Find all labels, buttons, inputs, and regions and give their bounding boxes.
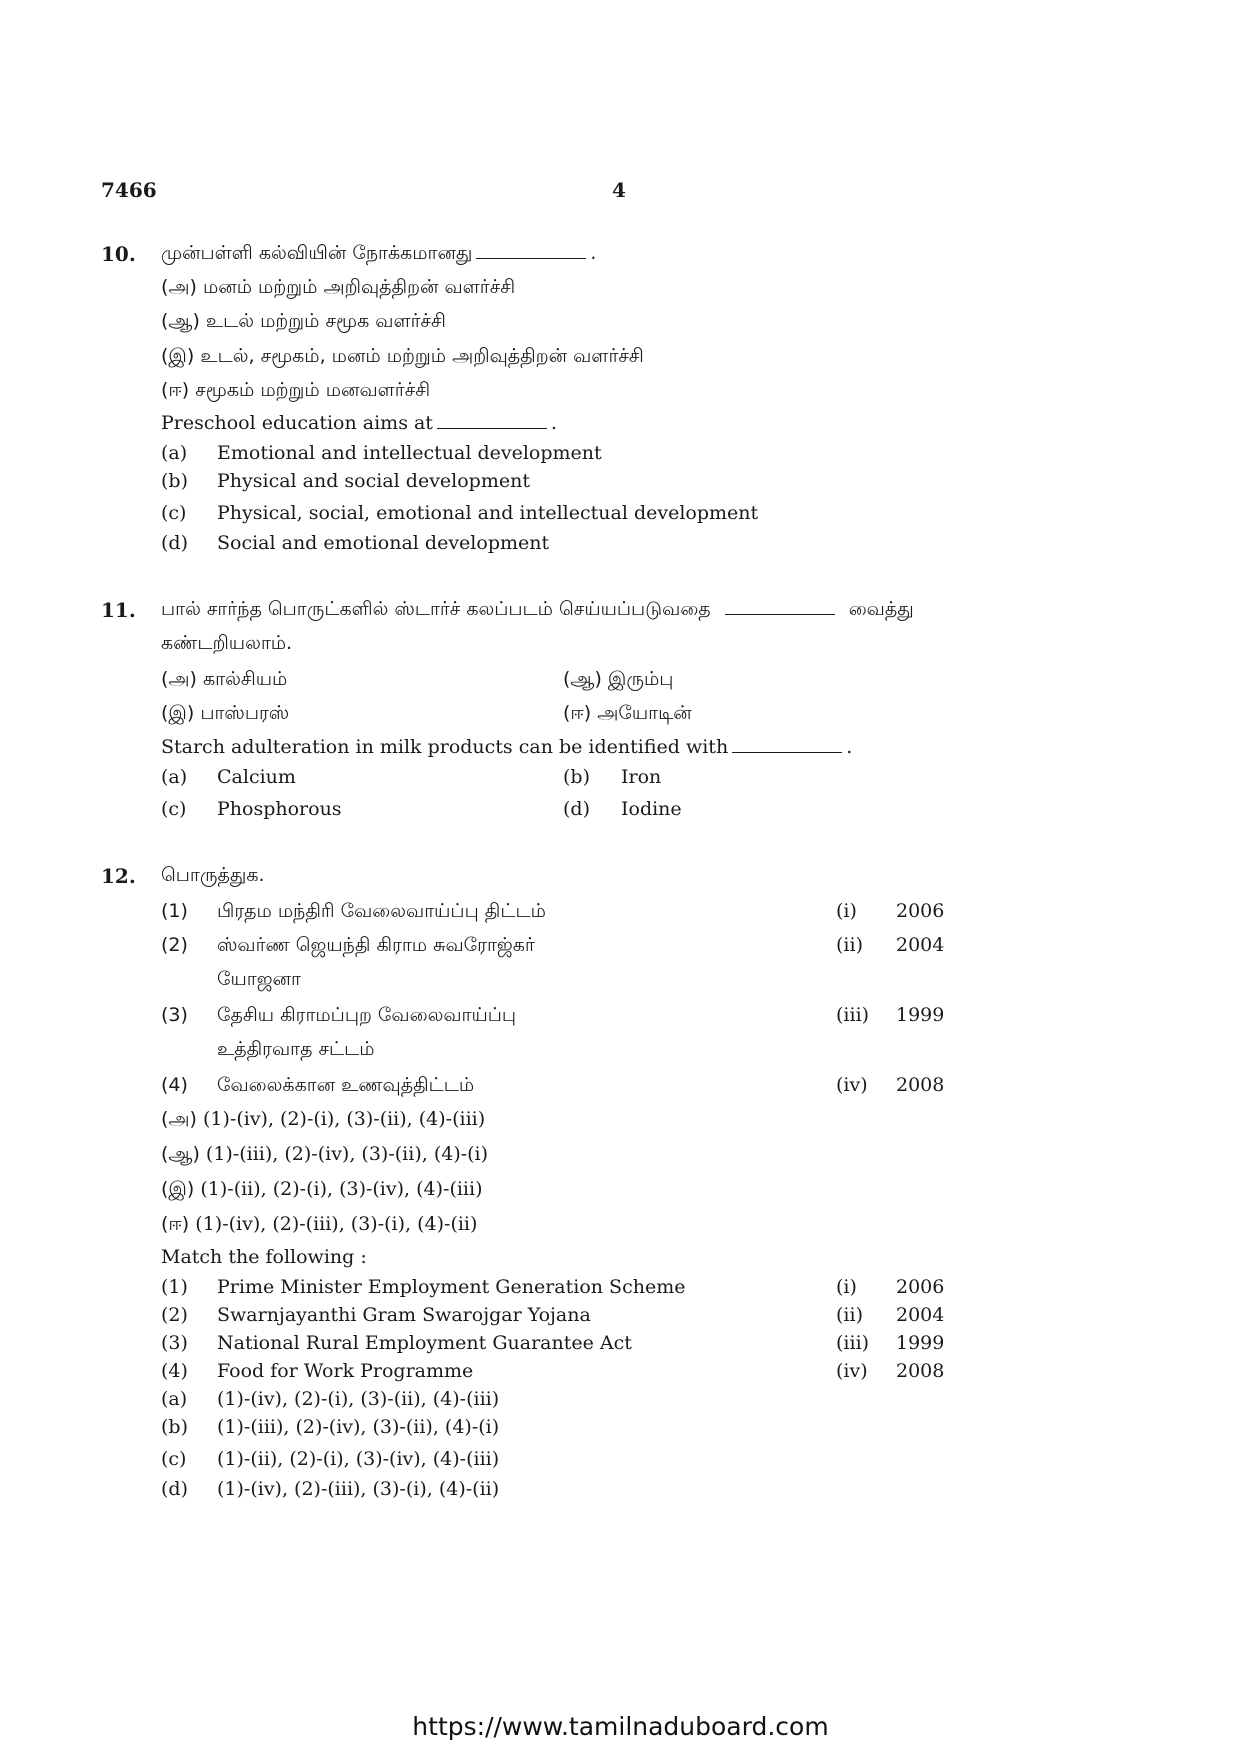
match-roman: (iv) (836, 1360, 868, 1382)
match-year: 1999 (896, 1332, 945, 1354)
option-label: (இ) (161, 702, 195, 724)
option-label: (ஈ) (563, 702, 592, 724)
option-tamil-4 (563, 702, 692, 725)
option-english-d (563, 798, 682, 821)
option-text: Physical, social, emotional and intellectual development (217, 502, 759, 524)
item-number: (2) (161, 1304, 188, 1326)
item-text: Swarnjayanthi Gram Swarojgar Yojana (217, 1304, 591, 1326)
option-tamil-2 (161, 1143, 488, 1166)
option-english-c (161, 1448, 499, 1471)
stem-text: Preschool education aims at (161, 412, 433, 434)
page-number: 4 (612, 178, 626, 202)
option-text: மனம் மற்றும் அறிவுத்திறன் வளர்ச்சி (203, 276, 516, 298)
match-roman: (iii) (836, 1332, 870, 1354)
stem-text: Starch adulteration in milk products can be identified with (161, 736, 729, 758)
stem-text: முன்பள்ளி கல்வியின் நோக்கமானது (161, 242, 473, 264)
option-text: (1)-(iv), (2)-(i), (3)-(ii), (4)-(iii) (217, 1388, 500, 1410)
footer-url[interactable]: https://www.tamilnaduboard.com (412, 1712, 829, 1741)
item-text: வேலைக்கான உணவுத்திட்டம் (217, 1074, 475, 1096)
option-text: உடல், சமூகம், மனம் மற்றும் அறிவுத்திறன் வளர்ச்சி (200, 345, 644, 367)
option-label: (ஆ) (563, 668, 602, 690)
item-text: Prime Minister Employment Generation Scheme (217, 1276, 686, 1298)
option-english-d (161, 1478, 499, 1501)
option-text: (1)-(iv), (2)-(iii), (3)-(i), (4)-(ii) (217, 1478, 500, 1500)
option-english-b (563, 766, 661, 789)
question-stem-english: Match the following : (161, 1246, 367, 1268)
option-tamil-4 (161, 379, 430, 402)
match-roman: (i) (836, 1276, 857, 1298)
option-label: (அ) (161, 1108, 197, 1130)
option-text: (1)-(ii), (2)-(i), (3)-(iv), (4)-(iii) (200, 1178, 483, 1200)
answer-blank (437, 427, 547, 429)
option-label: (d) (563, 798, 590, 820)
item-number: (3) (161, 1004, 188, 1026)
match-item-tamil-4 (161, 1074, 474, 1097)
option-tamil-1 (161, 1108, 485, 1131)
option-tamil-3 (161, 1178, 483, 1201)
option-text: Physical and social development (217, 470, 530, 492)
option-label: (a) (161, 442, 188, 464)
option-label: (ஈ) (161, 1213, 190, 1235)
option-english-b (161, 1416, 499, 1439)
match-year: 2008 (896, 1074, 945, 1096)
option-text: Emotional and intellectual development (217, 442, 602, 464)
match-year: 2004 (896, 1304, 945, 1326)
option-text: (1)-(ii), (2)-(i), (3)-(iv), (4)-(iii) (217, 1448, 500, 1470)
match-year: 1999 (896, 1004, 945, 1026)
match-year: 2008 (896, 1360, 945, 1382)
item-text: Food for Work Programme (217, 1360, 474, 1382)
option-label: (அ) (161, 276, 197, 298)
option-text: (1)-(iv), (2)-(iii), (3)-(i), (4)-(ii) (195, 1213, 478, 1235)
question-number: 12. (101, 864, 136, 888)
match-roman: (iv) (836, 1074, 868, 1096)
item-number: (1) (161, 1276, 188, 1298)
option-label: (ஆ) (161, 310, 200, 332)
item-text: ஸ்வர்ண ஜெயந்தி கிராம சுவரோஜ்கர் (217, 934, 535, 956)
match-item-tamil-2 (161, 934, 535, 957)
option-text: உடல் மற்றும் சமூக வளர்ச்சி (205, 310, 446, 332)
match-item-tamil-3 (161, 1004, 516, 1027)
option-english-c (161, 502, 758, 525)
option-label: (ஆ) (161, 1143, 200, 1165)
option-english-a (161, 442, 602, 465)
match-item-english-1 (161, 1276, 685, 1299)
match-year: 2006 (896, 900, 945, 922)
match-item-english-2 (161, 1304, 591, 1327)
option-label: (இ) (161, 345, 195, 367)
option-label: (c) (161, 798, 187, 820)
option-english-a (161, 1388, 499, 1411)
option-label: (அ) (161, 668, 197, 690)
item-text: தேசிய கிராமப்புற வேலைவாய்ப்பு (217, 1004, 517, 1026)
match-roman: (i) (836, 900, 857, 922)
option-text: பாஸ்பரஸ் (200, 702, 290, 724)
option-tamil-1 (161, 668, 287, 691)
match-item-tamil-1 (161, 900, 546, 923)
option-label: (b) (161, 1416, 188, 1438)
option-tamil-3 (161, 345, 644, 368)
stem-text: வைத்து (848, 598, 914, 620)
option-text: அயோடின் (597, 702, 692, 724)
item-number: (2) (161, 934, 188, 956)
option-text: Social and emotional development (217, 532, 550, 554)
option-label: (ஈ) (161, 379, 190, 401)
question-stem-tamil: முன்பள்ளி கல்வியின் நோக்கமானது . (161, 242, 597, 264)
match-year: 2006 (896, 1276, 945, 1298)
option-tamil-4 (161, 1213, 477, 1236)
option-text: Calcium (217, 766, 296, 788)
question-number: 11. (101, 598, 136, 622)
option-tamil-2 (161, 310, 446, 333)
option-label: (a) (161, 766, 188, 788)
answer-blank (476, 257, 586, 259)
option-label: (d) (161, 1478, 188, 1500)
question-stem-english: Starch adulteration in milk products can be identified with . (161, 736, 853, 758)
match-roman: (ii) (836, 1304, 863, 1326)
item-text: National Rural Employment Guarantee Act (217, 1332, 632, 1354)
item-number: (3) (161, 1332, 188, 1354)
item-number: (4) (161, 1074, 188, 1096)
option-english-c (161, 798, 342, 821)
option-label: (c) (161, 502, 187, 524)
match-item-english-3 (161, 1332, 632, 1355)
option-tamil-3 (161, 702, 289, 725)
answer-blank (725, 613, 835, 615)
question-stem-tamil-cont: கண்டறியலாம். (161, 632, 293, 654)
match-item-tamil-3-cont: உத்திரவாத சட்டம் (217, 1038, 375, 1060)
item-number: (4) (161, 1360, 188, 1382)
option-text: சமூகம் மற்றும் மனவளர்ச்சி (195, 379, 431, 401)
option-label: (இ) (161, 1178, 195, 1200)
option-english-d (161, 532, 549, 555)
option-label: (c) (161, 1448, 187, 1470)
match-roman: (ii) (836, 934, 863, 956)
option-text: (1)-(iii), (2)-(iv), (3)-(ii), (4)-(i) (217, 1416, 500, 1438)
option-text: Iron (621, 766, 662, 788)
match-item-english-4 (161, 1360, 473, 1383)
option-label: (d) (161, 532, 188, 554)
match-item-tamil-2-cont: யோஜனா (217, 968, 301, 990)
option-tamil-1 (161, 276, 515, 299)
match-year: 2004 (896, 934, 945, 956)
option-text: இரும்பு (607, 668, 674, 690)
question-stem-tamil (161, 598, 914, 621)
option-text: (1)-(iii), (2)-(iv), (3)-(ii), (4)-(i) (205, 1143, 489, 1165)
item-number: (1) (161, 900, 188, 922)
option-text: (1)-(iv), (2)-(i), (3)-(ii), (4)-(iii) (203, 1108, 486, 1130)
question-stem-tamil: பொருத்துக. (161, 864, 265, 886)
option-label: (b) (161, 470, 188, 492)
option-label: (a) (161, 1388, 188, 1410)
option-label: (b) (563, 766, 590, 788)
paper-code: 7466 (101, 178, 157, 202)
stem-text: பால் சார்ந்த பொருட்களில் ஸ்டார்ச் கலப்படம் செய்யப்படுவதை (161, 598, 711, 620)
option-text: Phosphorous (217, 798, 342, 820)
option-english-b (161, 470, 530, 493)
question-stem-english: Preschool education aims at . (161, 412, 557, 434)
option-text: கால்சியம் (203, 668, 288, 690)
question-number: 10. (101, 242, 136, 266)
match-roman: (iii) (836, 1004, 870, 1026)
option-tamil-2 (563, 668, 673, 691)
option-text: Iodine (621, 798, 682, 820)
item-text: பிரதம மந்திரி வேலைவாய்ப்பு திட்டம் (217, 900, 546, 922)
answer-blank (732, 751, 842, 753)
option-english-a (161, 766, 296, 789)
